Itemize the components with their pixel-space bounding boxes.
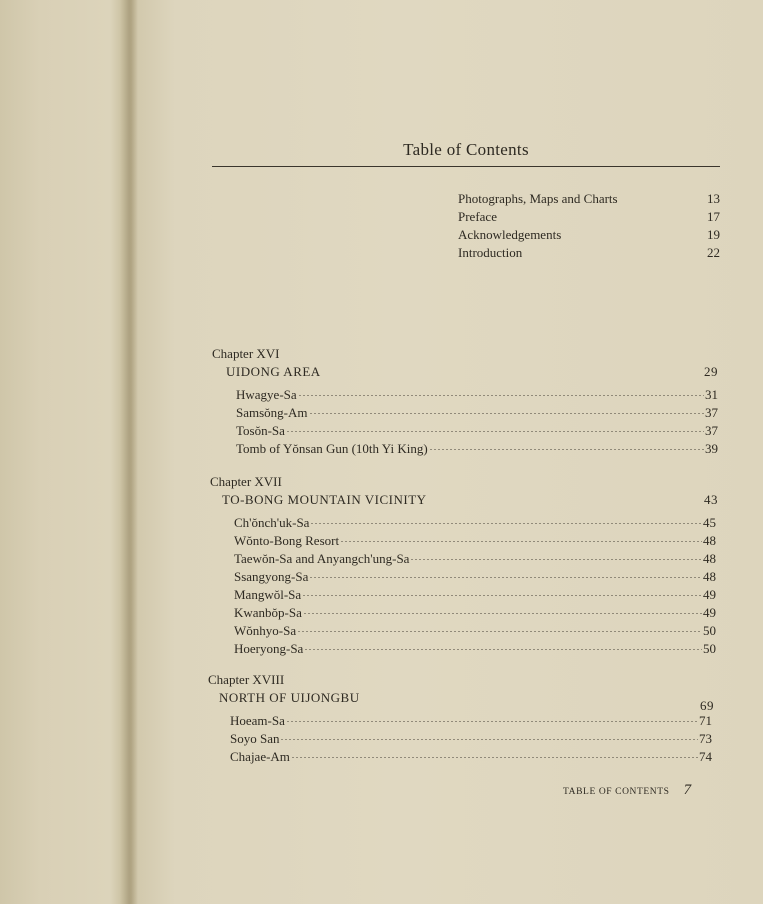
front-matter-item [458,244,720,262]
chapter-18-entries [230,712,712,766]
front-matter-label: Preface [458,209,497,224]
entry-name: Ssangyong-Sa [234,569,309,584]
area-title: UIDONG AREA [226,364,321,379]
area-title: NORTH OF UIJONGBU [219,690,360,705]
toc-entry [234,604,716,622]
toc-entry [234,514,716,532]
entry-page: 49 [703,587,716,602]
entry-page: 50 [703,623,716,638]
front-matter-item [458,208,720,226]
entry-name: Chajae-Am [230,749,290,764]
toc-entry [236,386,718,404]
entry-page: 31 [705,387,718,402]
toc-entry [236,440,718,458]
dot-leader [280,739,698,740]
toc-entry [234,586,716,604]
entry-name: Hwagye-Sa [236,387,297,402]
chapter-18-label: Chapter XVIII [208,672,285,687]
entry-page: 50 [703,641,716,656]
entry-name: Soyo San [230,731,280,746]
entry-page: 37 [705,423,718,438]
entry-page: 48 [703,551,716,566]
dot-leader [298,395,704,396]
chapter-17-entries [234,514,716,658]
dot-leader [297,631,702,632]
entry-page: 74 [699,749,712,764]
footer-text: TABLE OF CONTENTS [563,787,670,797]
entry-page: 71 [699,713,712,728]
entry-name: Samsŏng-Am [236,405,308,420]
toc-entry [234,640,716,658]
front-matter-label: Acknowledgements [458,227,562,242]
entry-name: Hoeam-Sa [230,713,285,728]
chapter-17-area [222,492,718,508]
front-matter-page: 13 [707,191,720,206]
entry-name: Tosŏn-Sa [236,423,285,438]
dot-leader [286,721,698,722]
toc-entry [234,622,716,640]
chapter-17-label: Chapter XVII [210,474,282,489]
area-page: 43 [704,492,718,507]
entry-page: 48 [703,533,716,548]
toc-entry [234,550,716,568]
entry-name: Tomb of Yŏnsan Gun (10th Yi King) [236,441,428,456]
chapter-18-area [219,690,714,713]
dot-leader [309,413,705,414]
entry-page: 45 [703,515,716,530]
toc-entry [230,712,712,730]
dot-leader [302,595,702,596]
entry-name: Wŏnhyo-Sa [234,623,297,638]
entry-page: 49 [703,605,716,620]
dot-leader [304,649,702,650]
toc-entry [236,404,718,422]
dot-leader [303,613,702,614]
toc-entry [234,568,716,586]
front-matter-list [458,190,720,262]
footer-page-number: 7 [683,782,692,798]
area-page: 29 [704,364,718,379]
dot-leader [291,757,698,758]
toc-entry [230,730,712,748]
entry-name: Ch'ŏnch'uk-Sa [234,515,310,530]
book-spine-shadow [120,0,138,904]
toc-entry [230,748,712,766]
page-footer [563,782,691,799]
front-matter-label: Introduction [458,245,523,260]
entry-name: Hoeryong-Sa [234,641,304,656]
front-matter-item [458,226,720,244]
title-rule [212,166,720,167]
entry-page: 37 [705,405,718,420]
dot-leader [309,577,702,578]
entry-name: Kwanbŏp-Sa [234,605,302,620]
entry-page: 48 [703,569,716,584]
dot-leader [340,541,702,542]
entry-page: 39 [705,441,718,456]
page-title: Table of Contents [403,140,529,159]
toc-entry [234,532,716,550]
chapter-16-label: Chapter XVI [212,346,280,361]
entry-name: Mangwŏl-Sa [234,587,302,602]
toc-entry [236,422,718,440]
entry-page: 73 [699,731,712,746]
entry-name: Taewŏn-Sa and Anyangch'ung-Sa [234,551,410,566]
front-matter-page: 17 [707,209,720,224]
front-matter-page: 19 [707,227,720,242]
chapter-16-entries [236,386,718,458]
dot-leader [429,449,704,450]
dot-leader [410,559,702,560]
dot-leader [286,431,704,432]
area-page: 69 [700,698,714,713]
front-matter-page: 22 [707,245,720,260]
entry-name: Wŏnto-Bong Resort [234,533,340,548]
dot-leader [310,523,702,524]
chapter-16-area [226,364,718,380]
front-matter-label: Photographs, Maps and Charts [458,191,618,206]
area-title: TO-BONG MOUNTAIN VICINITY [222,492,427,507]
front-matter-item [458,190,720,208]
